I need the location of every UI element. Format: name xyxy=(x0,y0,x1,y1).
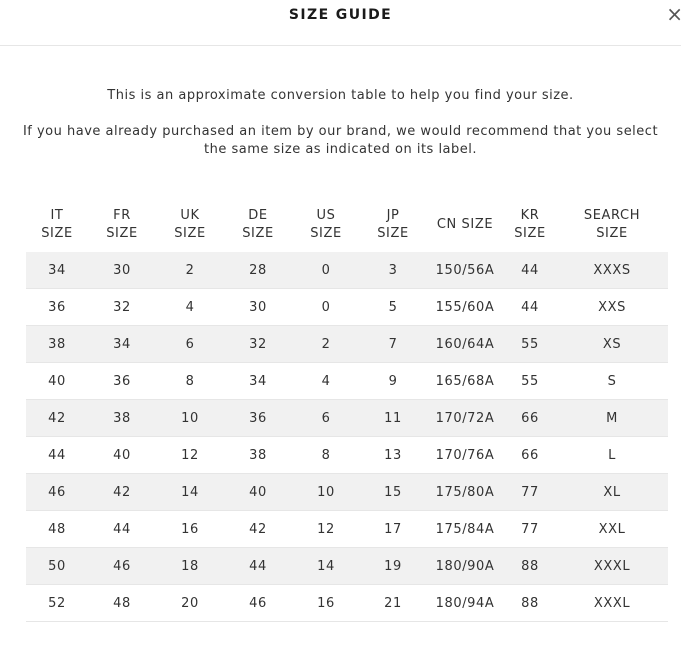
table-cell: 40 xyxy=(26,363,88,400)
header-de-size xyxy=(224,198,292,252)
table-cell: XXXL xyxy=(556,585,668,622)
table-cell: 9 xyxy=(360,363,426,400)
table-row xyxy=(26,585,668,622)
table-cell: 7 xyxy=(360,326,426,363)
table-cell: 165/68A xyxy=(426,363,504,400)
table-cell: 32 xyxy=(224,326,292,363)
table-cell: 55 xyxy=(504,326,556,363)
header-it-size xyxy=(26,198,88,252)
table-cell: 12 xyxy=(156,437,224,474)
table-body xyxy=(26,252,668,622)
table-cell: XXS xyxy=(556,289,668,326)
table-header-row xyxy=(26,198,668,252)
table-cell: 11 xyxy=(360,400,426,437)
header-kr-size xyxy=(504,198,556,252)
table-cell: 2 xyxy=(156,252,224,289)
header-label: SIZE xyxy=(514,226,546,241)
table-cell: 10 xyxy=(156,400,224,437)
table-cell: 155/60A xyxy=(426,289,504,326)
table-cell: 77 xyxy=(504,511,556,548)
table-cell: M xyxy=(556,400,668,437)
table-cell: 46 xyxy=(88,548,156,585)
table-cell: 44 xyxy=(26,437,88,474)
table-cell: 3 xyxy=(360,252,426,289)
header-label: SIZE xyxy=(377,226,409,241)
header-search-size xyxy=(556,198,668,252)
table-cell: 44 xyxy=(504,289,556,326)
table-cell: 38 xyxy=(26,326,88,363)
table-cell: 88 xyxy=(504,548,556,585)
table-cell: 4 xyxy=(292,363,360,400)
table-cell: XXXS xyxy=(556,252,668,289)
table-cell: 19 xyxy=(360,548,426,585)
table-cell: 15 xyxy=(360,474,426,511)
header-label: FR xyxy=(113,208,131,223)
table-cell: 175/80A xyxy=(426,474,504,511)
header-label: IT xyxy=(50,208,64,223)
table-cell: XL xyxy=(556,474,668,511)
table-cell: 6 xyxy=(156,326,224,363)
table-cell: 50 xyxy=(26,548,88,585)
table-cell: 175/84A xyxy=(426,511,504,548)
header-label: SIZE xyxy=(596,226,628,241)
size-conversion-table xyxy=(26,198,668,622)
header-label: UK xyxy=(180,208,200,223)
table-cell: 170/76A xyxy=(426,437,504,474)
table-cell: 48 xyxy=(88,585,156,622)
header-label: CN SIZE xyxy=(436,217,494,232)
table-row xyxy=(26,548,668,585)
table-cell: 180/94A xyxy=(426,585,504,622)
table-row xyxy=(26,511,668,548)
table-cell: 0 xyxy=(292,252,360,289)
table-cell: 77 xyxy=(504,474,556,511)
table-cell: 5 xyxy=(360,289,426,326)
table-cell: 36 xyxy=(88,363,156,400)
table-cell: 14 xyxy=(292,548,360,585)
header-label: SEARCH xyxy=(583,208,641,223)
table-row xyxy=(26,326,668,363)
table-cell: 44 xyxy=(88,511,156,548)
table-cell: S xyxy=(556,363,668,400)
table-cell: 36 xyxy=(224,400,292,437)
header-label: SIZE xyxy=(174,226,206,241)
header-fr-size xyxy=(88,198,156,252)
table-cell: 52 xyxy=(26,585,88,622)
table-cell: 160/64A xyxy=(426,326,504,363)
table-cell: 40 xyxy=(224,474,292,511)
table-row xyxy=(26,474,668,511)
modal-title: SIZE GUIDE xyxy=(288,7,393,23)
header-label: KR xyxy=(520,208,540,223)
header-label: SIZE xyxy=(41,226,73,241)
table-cell: 6 xyxy=(292,400,360,437)
table-cell: 4 xyxy=(156,289,224,326)
header-label: SIZE xyxy=(242,226,274,241)
table-row xyxy=(26,289,668,326)
table-cell: 46 xyxy=(224,585,292,622)
header-label: DE xyxy=(248,208,268,223)
table-cell: 42 xyxy=(26,400,88,437)
intro-text: This is an approximate conversion table to help you find your size. xyxy=(107,88,574,103)
table-cell: 16 xyxy=(156,511,224,548)
header-cn-size xyxy=(426,198,504,252)
table-cell: 40 xyxy=(88,437,156,474)
header-label: SIZE xyxy=(310,226,342,241)
header-label: JP xyxy=(386,208,400,223)
table-cell: 17 xyxy=(360,511,426,548)
table-cell: 55 xyxy=(504,363,556,400)
table-cell: 48 xyxy=(26,511,88,548)
table-cell: 16 xyxy=(292,585,360,622)
table-cell: 21 xyxy=(360,585,426,622)
table-cell: 150/56A xyxy=(426,252,504,289)
table-cell: 170/72A xyxy=(426,400,504,437)
table-cell: 30 xyxy=(88,252,156,289)
table-cell: 13 xyxy=(360,437,426,474)
table-cell: 36 xyxy=(26,289,88,326)
table-cell: 28 xyxy=(224,252,292,289)
table-cell: 34 xyxy=(26,252,88,289)
table-cell: 66 xyxy=(504,437,556,474)
table-cell: 44 xyxy=(504,252,556,289)
header-label: US xyxy=(316,208,336,223)
table-cell: 14 xyxy=(156,474,224,511)
table-cell: 34 xyxy=(88,326,156,363)
table-row xyxy=(26,400,668,437)
modal-header xyxy=(0,0,681,46)
close-icon[interactable]: × xyxy=(666,2,683,26)
table-cell: L xyxy=(556,437,668,474)
table-cell: 30 xyxy=(224,289,292,326)
table-cell: 42 xyxy=(88,474,156,511)
table-cell: 42 xyxy=(224,511,292,548)
table-cell: 8 xyxy=(156,363,224,400)
table-cell: 0 xyxy=(292,289,360,326)
table-cell: 8 xyxy=(292,437,360,474)
table-cell: 2 xyxy=(292,326,360,363)
table-cell: 46 xyxy=(26,474,88,511)
header-jp-size xyxy=(360,198,426,252)
header-uk-size xyxy=(156,198,224,252)
table-cell: 10 xyxy=(292,474,360,511)
table-cell: 66 xyxy=(504,400,556,437)
recommendation-text: If you have already purchased an item by our brand, we would recommend that you select the same size as indicated on its label. xyxy=(22,124,659,157)
table-row xyxy=(26,252,668,289)
table-cell: XXXL xyxy=(556,548,668,585)
table-cell: 32 xyxy=(88,289,156,326)
table-cell: 180/90A xyxy=(426,548,504,585)
table-cell: XXL xyxy=(556,511,668,548)
table-row xyxy=(26,363,668,400)
table-cell: 20 xyxy=(156,585,224,622)
header-us-size xyxy=(292,198,360,252)
table-cell: 44 xyxy=(224,548,292,585)
table-cell: 88 xyxy=(504,585,556,622)
table-cell: XS xyxy=(556,326,668,363)
table-cell: 18 xyxy=(156,548,224,585)
table-cell: 38 xyxy=(224,437,292,474)
table-cell: 34 xyxy=(224,363,292,400)
table-cell: 12 xyxy=(292,511,360,548)
table-cell: 38 xyxy=(88,400,156,437)
header-label: SIZE xyxy=(106,226,138,241)
table-row xyxy=(26,437,668,474)
